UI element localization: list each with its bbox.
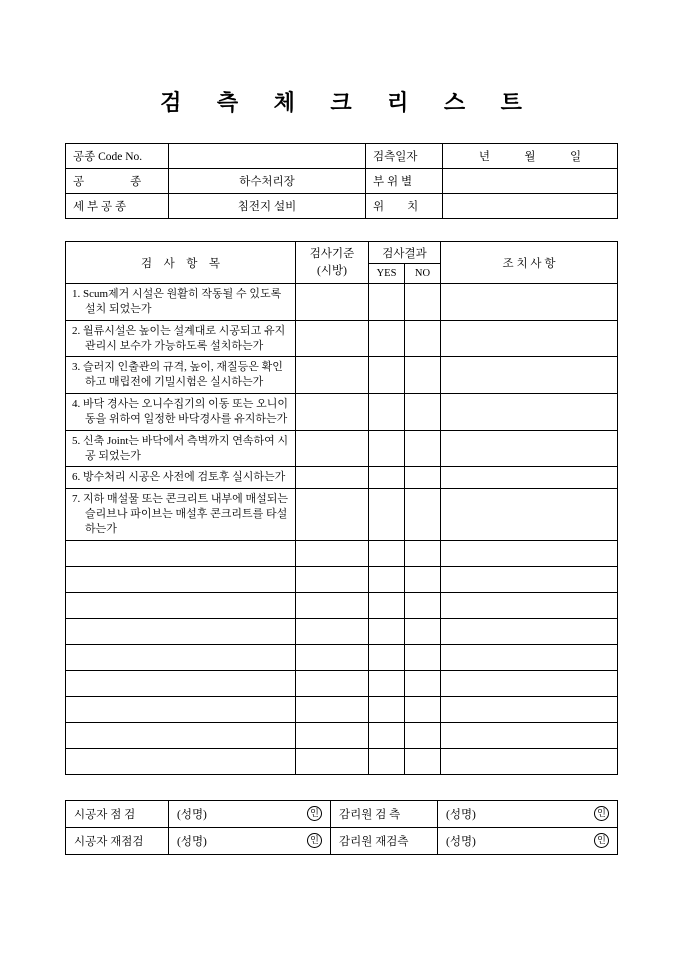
result-no-cell[interactable] bbox=[405, 467, 441, 489]
info-table bbox=[65, 143, 618, 219]
label-contractor-recheck: 시공자 재점검 bbox=[66, 827, 169, 854]
value-detail-work: 침전지 설비 bbox=[169, 194, 366, 219]
criteria-spec-cell[interactable] bbox=[296, 394, 369, 431]
value-inspection-date[interactable]: 년 월 일 bbox=[443, 144, 618, 169]
checklist-item-text: 1. Scum제거 시설은 원활히 작동될 수 있도록 설치 되었는가 bbox=[66, 284, 296, 321]
empty-item-cell[interactable] bbox=[66, 696, 296, 722]
checklist-row bbox=[66, 284, 618, 321]
supervisor-reinspect-name-cell[interactable] bbox=[438, 827, 618, 854]
empty-item-cell[interactable] bbox=[66, 748, 296, 774]
empty-action-cell[interactable] bbox=[441, 592, 618, 618]
label-contractor-check: 시공자 점 검 bbox=[66, 800, 169, 827]
checklist-row bbox=[66, 489, 618, 541]
result-no-cell[interactable] bbox=[405, 489, 441, 541]
empty-no-cell[interactable] bbox=[405, 748, 441, 774]
name-label: (성명) bbox=[446, 808, 476, 821]
empty-yes-cell[interactable] bbox=[369, 592, 405, 618]
checklist-row bbox=[66, 467, 618, 489]
result-yes-cell[interactable] bbox=[369, 394, 405, 431]
result-yes-cell[interactable] bbox=[369, 430, 405, 467]
action-note-cell[interactable] bbox=[441, 357, 618, 394]
checklist-table bbox=[65, 241, 618, 775]
seal-icon: 인 bbox=[594, 806, 609, 821]
criteria-spec-cell[interactable] bbox=[296, 489, 369, 541]
checklist-row bbox=[66, 394, 618, 431]
seal-icon: 인 bbox=[594, 833, 609, 848]
signature-table bbox=[65, 800, 618, 855]
result-no-cell[interactable] bbox=[405, 430, 441, 467]
empty-criteria-cell[interactable] bbox=[296, 644, 369, 670]
label-work-type: 공 종 bbox=[66, 169, 169, 194]
checklist-empty-row bbox=[66, 592, 618, 618]
checklist-empty-row bbox=[66, 618, 618, 644]
value-work-code[interactable] bbox=[169, 144, 366, 169]
empty-item-cell[interactable] bbox=[66, 592, 296, 618]
action-note-cell[interactable] bbox=[441, 467, 618, 489]
empty-yes-cell[interactable] bbox=[369, 540, 405, 566]
empty-yes-cell[interactable] bbox=[369, 722, 405, 748]
label-location: 위 치 bbox=[366, 194, 443, 219]
label-work-code: 공종 Code No. bbox=[66, 144, 169, 169]
empty-item-cell[interactable] bbox=[66, 566, 296, 592]
criteria-line-2: (시방) bbox=[317, 264, 347, 277]
label-detail-work: 세 부 공 종 bbox=[66, 194, 169, 219]
checklist-row bbox=[66, 320, 618, 357]
result-no-cell[interactable] bbox=[405, 320, 441, 357]
contractor-recheck-name-cell[interactable] bbox=[169, 827, 331, 854]
empty-action-cell[interactable] bbox=[441, 618, 618, 644]
checklist-item-text: 2. 월류시설은 높이는 설계대로 시공되고 유지관리시 보수가 가능하도록 설치하는가 bbox=[66, 320, 296, 357]
empty-no-cell[interactable] bbox=[405, 722, 441, 748]
action-note-cell[interactable] bbox=[441, 394, 618, 431]
checklist-empty-row bbox=[66, 722, 618, 748]
empty-yes-cell[interactable] bbox=[369, 566, 405, 592]
document-title: 검 측 체 크 리 스 트 bbox=[160, 90, 537, 115]
empty-action-cell[interactable] bbox=[441, 566, 618, 592]
checklist-item-text: 4. 바닥 경사는 오니수집기의 이동 또는 오니이동을 위하여 일정한 바닥경사를 유지하는가 bbox=[66, 394, 296, 431]
checklist-item-text: 7. 지하 매설물 또는 콘크리트 내부에 매설되는 슬리브나 파이브는 매설후 콘크리트를 타설하는가 bbox=[66, 489, 296, 541]
result-no-cell[interactable] bbox=[405, 394, 441, 431]
empty-action-cell[interactable] bbox=[441, 644, 618, 670]
empty-criteria-cell[interactable] bbox=[296, 696, 369, 722]
checklist-body bbox=[66, 284, 618, 775]
action-note-cell[interactable] bbox=[441, 284, 618, 321]
label-supervisor-reinspect: 감리원 재검측 bbox=[331, 827, 438, 854]
empty-yes-cell[interactable] bbox=[369, 644, 405, 670]
signature-row-check bbox=[66, 800, 618, 827]
checklist-empty-row bbox=[66, 566, 618, 592]
checklist-empty-row bbox=[66, 540, 618, 566]
label-supervisor-inspect: 감리원 검 측 bbox=[331, 800, 438, 827]
empty-criteria-cell[interactable] bbox=[296, 566, 369, 592]
criteria-spec-cell[interactable] bbox=[296, 467, 369, 489]
empty-no-cell[interactable] bbox=[405, 696, 441, 722]
empty-item-cell[interactable] bbox=[66, 618, 296, 644]
checklist-empty-row bbox=[66, 644, 618, 670]
checklist-item-text: 5. 신축 Joint는 바닥에서 측벽까지 연속하여 시공 되었는가 bbox=[66, 430, 296, 467]
label-inspection-date: 검측일자 bbox=[366, 144, 443, 169]
checklist-item-text: 3. 슬러지 인출관의 규격, 높이, 재질등은 확인하고 매립전에 기밀시험은 실시하는가 bbox=[66, 357, 296, 394]
checklist-empty-row bbox=[66, 670, 618, 696]
value-work-type: 하수처리장 bbox=[169, 169, 366, 194]
action-note-cell[interactable] bbox=[441, 489, 618, 541]
info-row-worktype bbox=[66, 169, 618, 194]
empty-no-cell[interactable] bbox=[405, 566, 441, 592]
empty-item-cell[interactable] bbox=[66, 670, 296, 696]
label-part: 부 위 별 bbox=[366, 169, 443, 194]
empty-action-cell[interactable] bbox=[441, 670, 618, 696]
empty-criteria-cell[interactable] bbox=[296, 618, 369, 644]
criteria-spec-cell[interactable] bbox=[296, 320, 369, 357]
empty-item-cell[interactable] bbox=[66, 540, 296, 566]
info-row-detail bbox=[66, 194, 618, 219]
empty-criteria-cell[interactable] bbox=[296, 540, 369, 566]
value-location[interactable] bbox=[443, 194, 618, 219]
result-yes-cell[interactable] bbox=[369, 467, 405, 489]
action-note-cell[interactable] bbox=[441, 430, 618, 467]
empty-item-cell[interactable] bbox=[66, 644, 296, 670]
result-no-cell[interactable] bbox=[405, 357, 441, 394]
criteria-line-1: 검사기준 bbox=[309, 247, 355, 260]
seal-icon: 인 bbox=[307, 806, 322, 821]
col-header-result: 검사결과 bbox=[369, 242, 441, 264]
empty-criteria-cell[interactable] bbox=[296, 592, 369, 618]
criteria-spec-cell[interactable] bbox=[296, 357, 369, 394]
name-label: (성명) bbox=[446, 835, 476, 848]
action-note-cell[interactable] bbox=[441, 320, 618, 357]
col-header-action: 조 치 사 항 bbox=[441, 242, 618, 284]
name-label: (성명) bbox=[177, 808, 207, 821]
empty-criteria-cell[interactable] bbox=[296, 722, 369, 748]
result-yes-cell[interactable] bbox=[369, 284, 405, 321]
value-part[interactable] bbox=[443, 169, 618, 194]
empty-no-cell[interactable] bbox=[405, 670, 441, 696]
checklist-item-text: 6. 방수처리 시공은 사전에 검토후 실시하는가 bbox=[66, 467, 296, 489]
result-yes-cell[interactable] bbox=[369, 320, 405, 357]
col-header-yes: YES bbox=[369, 264, 405, 284]
checklist-empty-row bbox=[66, 748, 618, 774]
info-row-code bbox=[66, 144, 618, 169]
signature-row-recheck bbox=[66, 827, 618, 854]
empty-action-cell[interactable] bbox=[441, 696, 618, 722]
empty-action-cell[interactable] bbox=[441, 540, 618, 566]
empty-no-cell[interactable] bbox=[405, 592, 441, 618]
empty-yes-cell[interactable] bbox=[369, 748, 405, 774]
empty-action-cell[interactable] bbox=[441, 748, 618, 774]
empty-no-cell[interactable] bbox=[405, 540, 441, 566]
empty-no-cell[interactable] bbox=[405, 618, 441, 644]
criteria-spec-cell[interactable] bbox=[296, 284, 369, 321]
empty-yes-cell[interactable] bbox=[369, 670, 405, 696]
empty-item-cell[interactable] bbox=[66, 722, 296, 748]
empty-action-cell[interactable] bbox=[441, 722, 618, 748]
checklist-empty-row bbox=[66, 696, 618, 722]
checklist-row bbox=[66, 430, 618, 467]
result-yes-cell[interactable] bbox=[369, 489, 405, 541]
result-no-cell[interactable] bbox=[405, 284, 441, 321]
result-yes-cell[interactable] bbox=[369, 357, 405, 394]
supervisor-inspect-name-cell[interactable] bbox=[438, 800, 618, 827]
col-header-no: NO bbox=[405, 264, 441, 284]
col-header-criteria bbox=[296, 242, 369, 284]
criteria-spec-cell[interactable] bbox=[296, 430, 369, 467]
seal-icon: 인 bbox=[307, 833, 322, 848]
checklist-row bbox=[66, 357, 618, 394]
contractor-check-name-cell[interactable] bbox=[169, 800, 331, 827]
name-label: (성명) bbox=[177, 835, 207, 848]
empty-no-cell[interactable] bbox=[405, 644, 441, 670]
empty-yes-cell[interactable] bbox=[369, 618, 405, 644]
col-header-items: 검 사 항 목 bbox=[66, 242, 296, 284]
checklist-header-row-1 bbox=[66, 242, 618, 264]
empty-criteria-cell[interactable] bbox=[296, 748, 369, 774]
empty-yes-cell[interactable] bbox=[369, 696, 405, 722]
empty-criteria-cell[interactable] bbox=[296, 670, 369, 696]
